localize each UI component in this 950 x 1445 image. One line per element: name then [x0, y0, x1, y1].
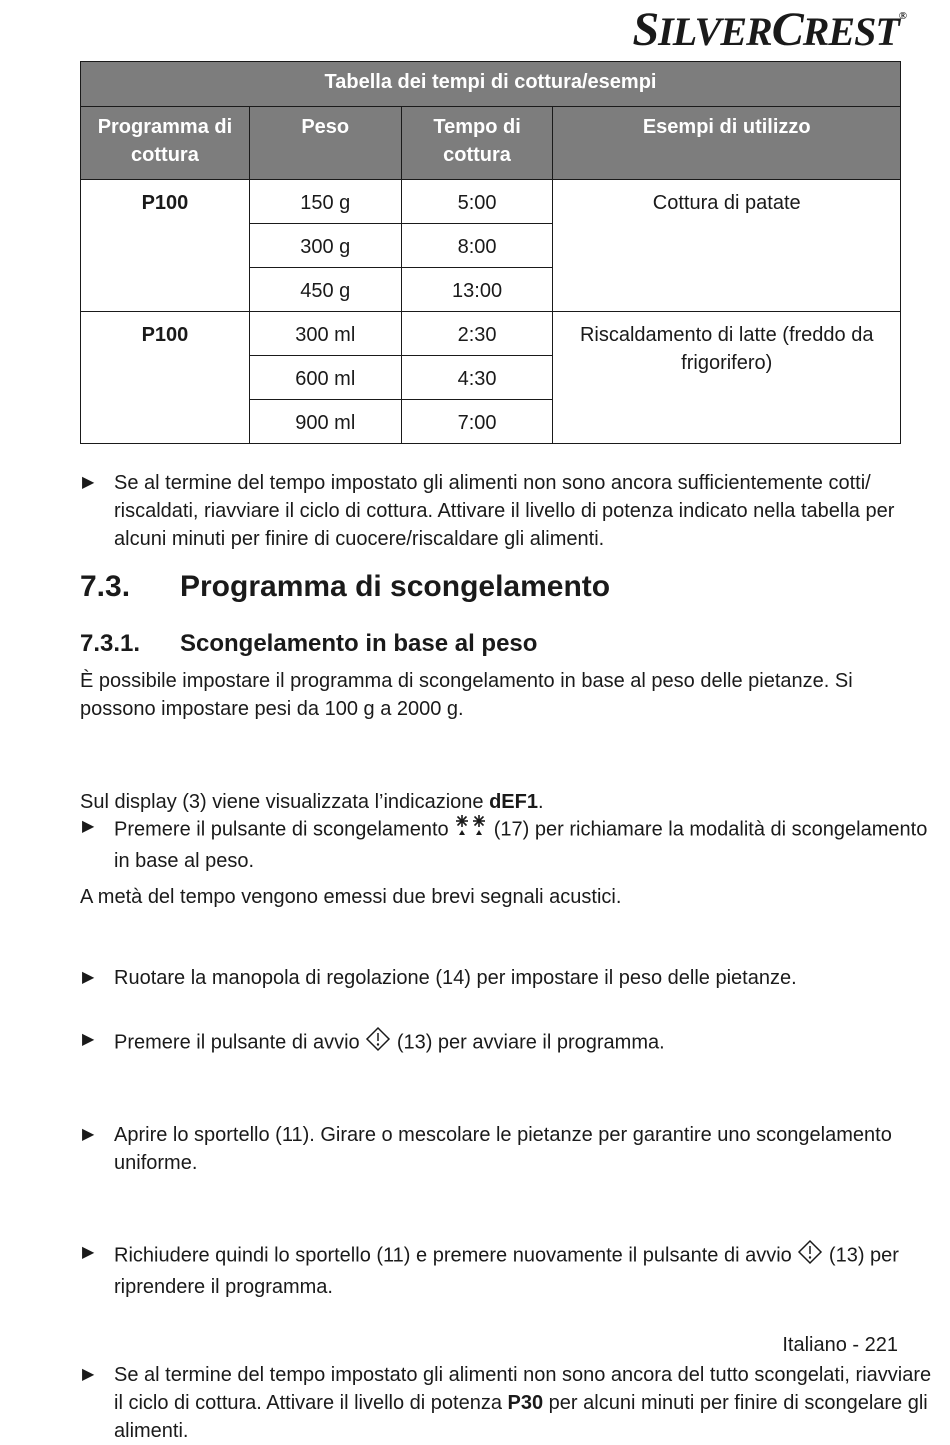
logo-letter-c: C: [771, 3, 803, 56]
start-icon: [797, 1239, 823, 1273]
start-icon: [365, 1026, 391, 1060]
example-cell: Cottura di patate: [553, 180, 901, 312]
power-level: P30: [507, 1392, 544, 1414]
step-text: Se al termine del tempo impostato gli alimenti non sono ancora del tutto scongelati, riavviare il ciclo di cottura. Attivare il livello di potenza: [114, 1364, 932, 1414]
weight-cell: 600 ml: [249, 356, 401, 400]
bullet-arrow-icon: ▶: [82, 474, 95, 491]
logo-letter-s: S: [632, 3, 659, 56]
bullet-arrow-icon: ▶: [82, 969, 95, 986]
weight-cell: 300 ml: [249, 312, 401, 356]
step-rotate-knob: [80, 964, 936, 992]
step-text: Ruotare la manopola di regolazione (14) per impostare il peso delle pietanze.: [114, 967, 797, 989]
table-row: [81, 312, 901, 356]
weight-cell: 900 ml: [249, 400, 401, 444]
step-text: (13) per riprendere il programma.: [114, 1244, 899, 1298]
snowflake-icon: [454, 813, 488, 847]
time-cell: 2:30: [401, 312, 553, 356]
section-number: 7.3.: [80, 570, 131, 603]
weight-cell: 150 g: [249, 180, 401, 224]
time-cell: 7:00: [401, 400, 553, 444]
brand-logo: [632, 2, 906, 57]
table-row: [81, 180, 901, 224]
half-time-note: A metà del tempo vengono emessi due brevi segnali acustici.: [80, 886, 622, 908]
section-heading: [80, 570, 610, 604]
example-cell: Riscaldamento di latte (freddo da frigorifero): [553, 312, 901, 444]
weight-cell: 300 g: [249, 224, 401, 268]
registered-mark: ®: [898, 10, 906, 22]
logo-text-ilver: ILVER: [658, 9, 772, 54]
program-cell: P100: [81, 180, 250, 312]
display-text-end: .: [538, 791, 544, 813]
program-cell: P100: [81, 312, 250, 444]
step-text: Premere il pulsante di avvio: [114, 1031, 360, 1054]
header-examples: Esempi di utilizzo: [553, 107, 901, 180]
time-cell: 5:00: [401, 180, 553, 224]
section-title: Programma di scongelamento: [180, 570, 611, 603]
display-line: [80, 788, 902, 816]
bullet-arrow-icon: ▶: [82, 1366, 95, 1383]
note-text: Se al termine del tempo impostato gli alimenti non sono ancora sufficientemente cotti/ riscaldati, riavviare il ciclo di cottura. Attivare il livello di potenza indicato nella tabella per alcuni minuti per finire di cuocere/riscaldare gli alimenti.: [114, 472, 895, 550]
header-program: Programma di cottura: [81, 107, 250, 180]
subsection-heading: [80, 630, 537, 658]
step-text: (17) per richiamare la modalità di scongelamento in base al peso.: [114, 818, 928, 872]
step-text: (13) per avviare il programma.: [396, 1031, 665, 1054]
step-text: Richiudere quindi lo sportello (11) e premere nuovamente il pulsante di avvio: [114, 1244, 792, 1267]
bullet-arrow-icon: ▶: [82, 818, 95, 835]
time-cell: 8:00: [401, 224, 553, 268]
step-defrost-button: [80, 813, 936, 875]
intro-paragraph: È possibile impostare il programma di scongelamento in base al peso delle pietanze. Si possono impostare pesi da 100 g a 2000 g.: [80, 670, 853, 720]
display-text: Sul display (3) viene visualizzata l’indicazione: [80, 791, 490, 813]
step-start-button: [80, 1026, 936, 1060]
step-restart: [80, 1361, 936, 1445]
display-code: dEF1: [489, 791, 538, 813]
bullet-arrow-icon: ▶: [82, 1126, 95, 1143]
step-text: Aprire lo sportello (11). Girare o mescolare le pietanze per garantire uno scongelamento uniforme.: [114, 1124, 892, 1174]
step-close-door: [80, 1239, 936, 1301]
page-footer: Italiano - 221: [782, 1334, 898, 1356]
bullet-arrow-icon: ▶: [82, 1031, 95, 1048]
header-weight: Peso: [249, 107, 401, 180]
table-caption: Tabella dei tempi di cottura/esempi: [81, 62, 901, 107]
time-cell: 13:00: [401, 268, 553, 312]
cooking-times-table: [80, 61, 901, 444]
bullet-arrow-icon: ▶: [82, 1244, 95, 1261]
step-open-door: [80, 1121, 936, 1177]
time-cell: 4:30: [401, 356, 553, 400]
note-bullet: [80, 469, 936, 553]
subsection-number: 7.3.1.: [80, 630, 141, 657]
step-text: Premere il pulsante di scongelamento: [114, 818, 449, 841]
header-time: Tempo di cottura: [401, 107, 553, 180]
weight-cell: 450 g: [249, 268, 401, 312]
step-text: per alcuni minuti per finire di scongelare gli alimenti.: [114, 1392, 928, 1442]
subsection-title: Scongelamento in base al peso: [180, 630, 538, 657]
logo-text-rest: REST: [802, 9, 899, 54]
